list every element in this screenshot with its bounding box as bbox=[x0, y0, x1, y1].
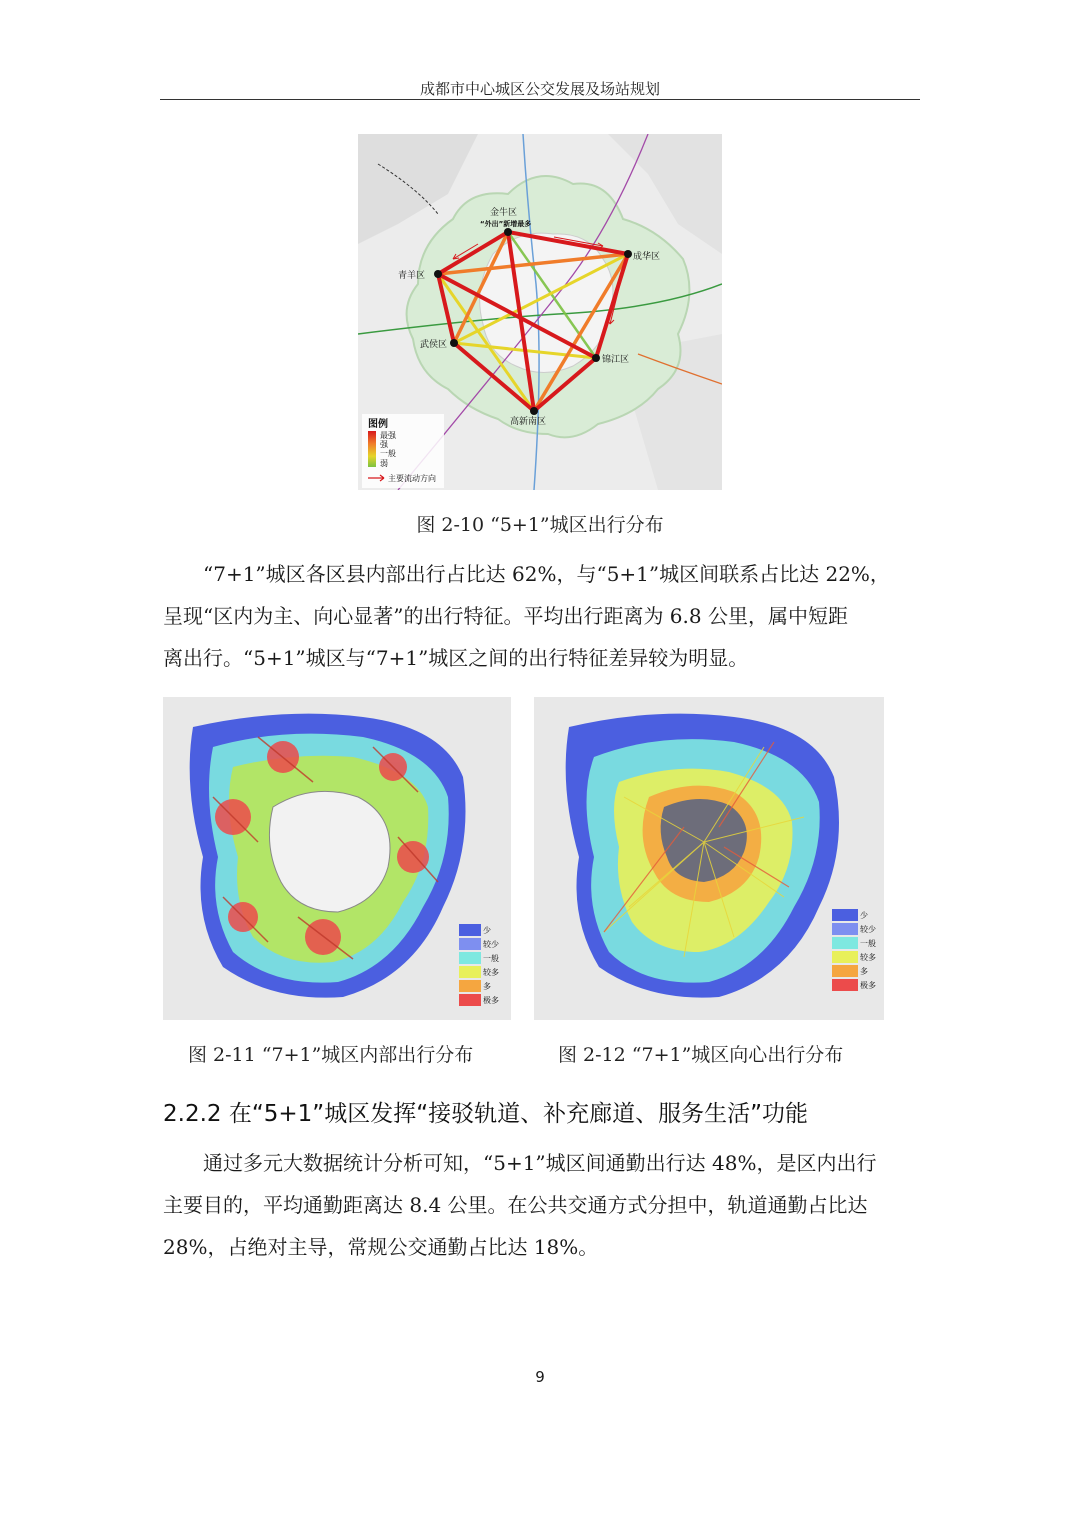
legend-item: 极多 bbox=[483, 996, 499, 1005]
node-qingyang bbox=[434, 270, 442, 278]
node-wuhou bbox=[450, 339, 458, 347]
legend-item: 较少 bbox=[483, 940, 499, 949]
legend-title: 图例 bbox=[368, 419, 388, 430]
legend-item: 少 bbox=[860, 911, 868, 920]
page-number: 9 bbox=[535, 1368, 545, 1386]
label-chenghua: 成华区 bbox=[633, 252, 661, 262]
section-heading: 2.2.2 在“5+1”城区发挥“接驳轨道、补充廊道、服务生活”功能 bbox=[163, 1101, 809, 1127]
label-jinniu-note: “外出”新增最多 bbox=[480, 220, 532, 228]
node-gaoxinnan bbox=[530, 407, 538, 415]
header-rule bbox=[160, 99, 920, 100]
figure-2-11-caption: 图 2-11 “7+1”城区内部出行分布 bbox=[188, 1044, 474, 1066]
legend-level-3: 弱 bbox=[380, 459, 388, 468]
legend-item: 较少 bbox=[860, 925, 876, 934]
legend-level-2: 一般 bbox=[380, 449, 396, 458]
legend-item: 一般 bbox=[483, 954, 499, 963]
running-header: 成都市中心城区公交发展及场站规划 bbox=[419, 80, 660, 98]
paragraph-2-line-3: 28%，占绝对主导，常规公交通勤占比达 18%。 bbox=[163, 1235, 599, 1259]
node-chenghua bbox=[624, 250, 632, 258]
legend-arrow-label: 主要流动方向 bbox=[388, 474, 436, 483]
paragraph-2-line-1: 通过多元大数据统计分析可知，“5+1”城区间通勤出行达 48%，是区内出行 bbox=[203, 1151, 877, 1175]
paragraph-1-line-1: “7+1”城区各区县内部出行占比达 62%，与“5+1”城区间联系占比达 22%， bbox=[203, 562, 890, 586]
legend-item: 多 bbox=[860, 967, 868, 976]
legend-item: 一般 bbox=[860, 939, 876, 948]
legend-gradient-bar bbox=[368, 431, 376, 467]
label-qingyang: 青羊区 bbox=[398, 271, 426, 281]
paragraph-2-line-2: 主要目的，平均通勤距离达 8.4 公里。在公共交通方式分担中，轨道通勤占比达 bbox=[163, 1193, 868, 1217]
figure-2-10-svg bbox=[358, 134, 722, 490]
legend-level-0: 最强 bbox=[380, 431, 396, 440]
label-jinniu: 金牛区 bbox=[490, 208, 518, 218]
node-jinniu bbox=[504, 228, 512, 236]
paragraph-1-line-3: 离出行。“5+1”城区与“7+1”城区之间的出行特征差异较为明显。 bbox=[163, 646, 749, 670]
figure-2-12-caption: 图 2-12 “7+1”城区向心出行分布 bbox=[558, 1044, 844, 1066]
figure-2-10-caption: 图 2-10 “5+1”城区出行分布 bbox=[416, 514, 664, 536]
figure-2-11-map bbox=[163, 697, 511, 1020]
legend-item: 少 bbox=[483, 926, 491, 935]
figure-2-12-map bbox=[534, 697, 884, 1020]
figure-2-10-map bbox=[358, 134, 722, 490]
paragraph-2 bbox=[163, 1142, 918, 1268]
label-gaoxinnan: 高新南区 bbox=[510, 417, 547, 427]
figure-2-10-legend bbox=[362, 414, 444, 488]
legend-item: 较多 bbox=[483, 968, 499, 977]
legend-level-1: 强 bbox=[380, 440, 388, 449]
node-jinjiang bbox=[592, 354, 600, 362]
label-wuhou: 武侯区 bbox=[420, 340, 448, 350]
label-jinjiang: 锦江区 bbox=[602, 355, 630, 365]
legend-item: 多 bbox=[483, 982, 491, 991]
paragraph-1-line-2: 呈现“区内为主、向心显著”的出行特征。平均出行距离为 6.8 公里，属中短距 bbox=[163, 604, 848, 628]
paragraph-1 bbox=[163, 553, 918, 679]
legend-item: 较多 bbox=[860, 953, 876, 962]
legend-item: 极多 bbox=[860, 981, 876, 990]
